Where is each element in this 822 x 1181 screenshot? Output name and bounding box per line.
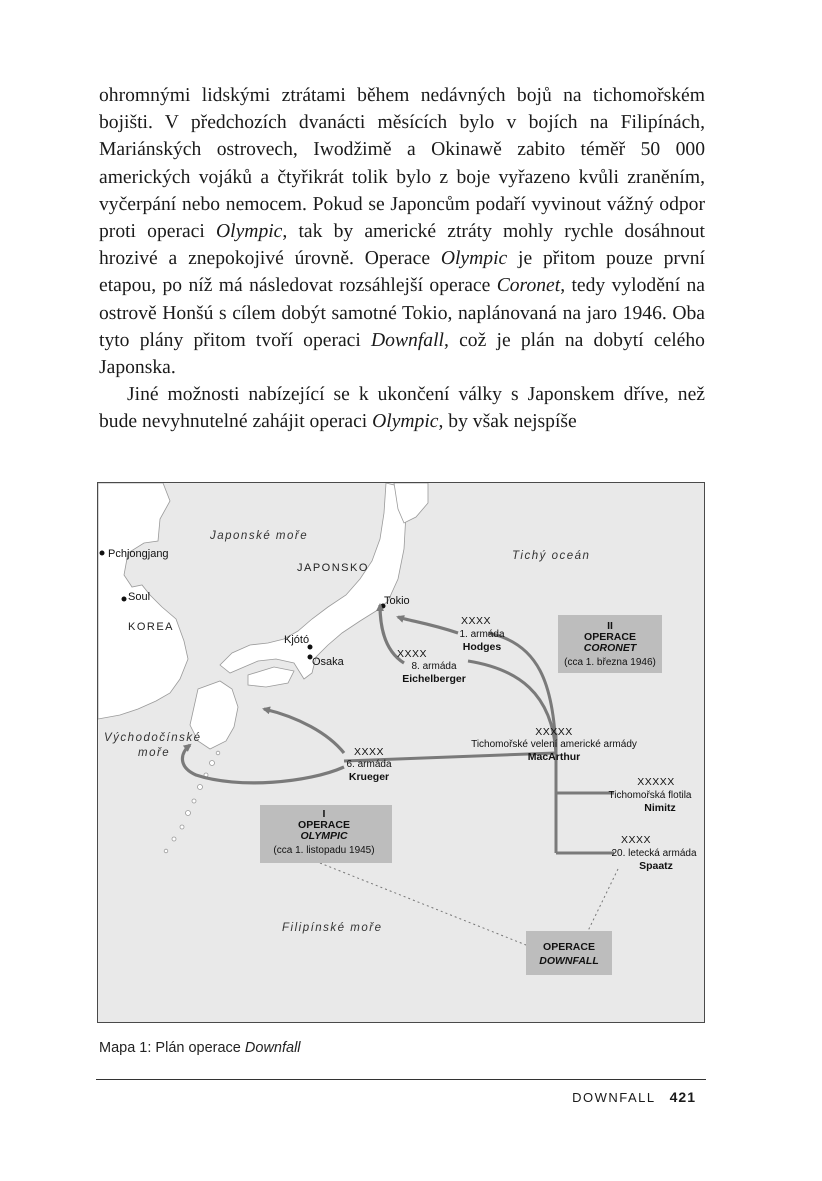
arrow-1st-army	[398, 617, 458, 633]
city-tokyo: Tokio	[384, 595, 410, 607]
label-philippine-sea: Filipínské moře	[282, 922, 383, 934]
label-korea: KOREA	[128, 621, 175, 633]
hq-symbol: XXXXX	[535, 726, 573, 738]
olympic-number: I	[322, 808, 326, 820]
fleet-symbol: XXXXX	[637, 776, 675, 788]
city-kyoto: Kjótó	[284, 634, 310, 646]
map-figure	[97, 482, 705, 1023]
army8-symbol: XXXX	[396, 648, 428, 660]
label-pacific-ocean: Tichý oceán	[512, 550, 591, 562]
olympic-date: (cca 1. listopadu 1945)	[273, 845, 375, 856]
army6-name: 6. armáda	[346, 759, 392, 770]
fleet-name: Tichomořská flotila	[608, 790, 692, 801]
shikoku	[248, 667, 294, 687]
city-pyongyang: Pchjongjang	[108, 548, 169, 560]
olympic-label: OPERACE	[298, 819, 350, 831]
body-text	[99, 82, 705, 436]
air-symbol: XXXX	[620, 834, 652, 846]
map-caption: Mapa 1: Plán operace Downfall	[99, 1040, 301, 1056]
label-sea-of-japan: Japonské moře	[210, 530, 309, 542]
label-east-china-sea-1: Východočínské	[104, 732, 202, 744]
page-footer	[572, 1089, 696, 1105]
running-head: DOWNFALL	[572, 1090, 656, 1105]
downfall-label: OPERACE	[543, 941, 595, 953]
city-dot-pyongyang	[100, 551, 105, 556]
hq-commander: MacArthur	[527, 751, 581, 763]
ryukyu-islands	[164, 751, 220, 853]
box-downfall	[526, 931, 612, 975]
army6-commander: Krueger	[348, 771, 390, 783]
city-seoul: Soul	[128, 591, 151, 603]
box-coronet	[558, 615, 662, 673]
footer-rule	[96, 1079, 706, 1080]
arrow-6th-army-north	[264, 709, 344, 753]
coronet-label: OPERACE	[584, 631, 636, 643]
coronet-name: CORONET	[583, 642, 637, 654]
paragraph-1: ohromnými lidskými ztrátami během nedávných bojů na tichomořském bojišti. V předchozích dvanácti měsících bylo v bojích na Filipínách, Mariánských ostrovech, Iwodžimě a Okinawě zabito téměř 50 000 amerických vojáků a čtyřikrát tolik bylo z boje vyřazeno kvůli zraněním, vyčerpání nebo nemocem. Pokud se Japoncům podaří vyvinout vážný odpor proti operaci Olympic, tak by americké ztráty mohly rychle dosáhnout hrozivé a znepokojivé úrovně. Operace Olympic je přitom pouze první etapou, po níž má následovat rozsáhlejší operace Coronet, tedy vylodění na ostrově Honšú s cílem dobýt samotné Tokio, naplánovaná na jaro 1946. Oba tyto plány přitom tvoří operaci Downfall, což je plán na dobytí celého Japonska.	[99, 85, 705, 379]
map-svg	[98, 483, 704, 1022]
downfall-name: DOWNFALL	[539, 955, 599, 967]
coronet-number: II	[607, 620, 613, 632]
fleet-commander: Nimitz	[644, 802, 676, 814]
city-dot-seoul	[122, 597, 127, 602]
page-number: 421	[669, 1089, 696, 1105]
olympic-name: OLYMPIC	[300, 830, 348, 842]
army1-commander: Hodges	[462, 641, 502, 653]
army8-commander: Eichelberger	[402, 673, 466, 685]
paragraph-2: Jiné možnosti nabízející se k ukončení války s Japonskem dříve, než bude nevyhnutelné zahájit operaci Olympic, by však nejspíše	[99, 384, 705, 433]
honshu	[220, 483, 406, 679]
arrow-6th-army-south	[182, 745, 344, 783]
army1-name: 1. armáda	[459, 629, 505, 640]
army1-symbol: XXXX	[460, 615, 492, 627]
army8-name: 8. armáda	[411, 661, 457, 672]
air-name: 20. letecká armáda	[611, 848, 697, 859]
air-commander: Spaatz	[639, 860, 673, 872]
	[586, 869, 618, 935]
box-olympic	[260, 805, 392, 863]
label-east-china-sea-2: moře	[138, 747, 171, 759]
label-japan: JAPONSKO	[297, 562, 369, 574]
coronet-date: (cca 1. března 1946)	[564, 657, 656, 668]
hq-name: Tichomořské velení americké armády	[471, 739, 637, 750]
city-osaka: Osaka	[312, 656, 344, 668]
army6-symbol: XXXX	[353, 746, 385, 758]
